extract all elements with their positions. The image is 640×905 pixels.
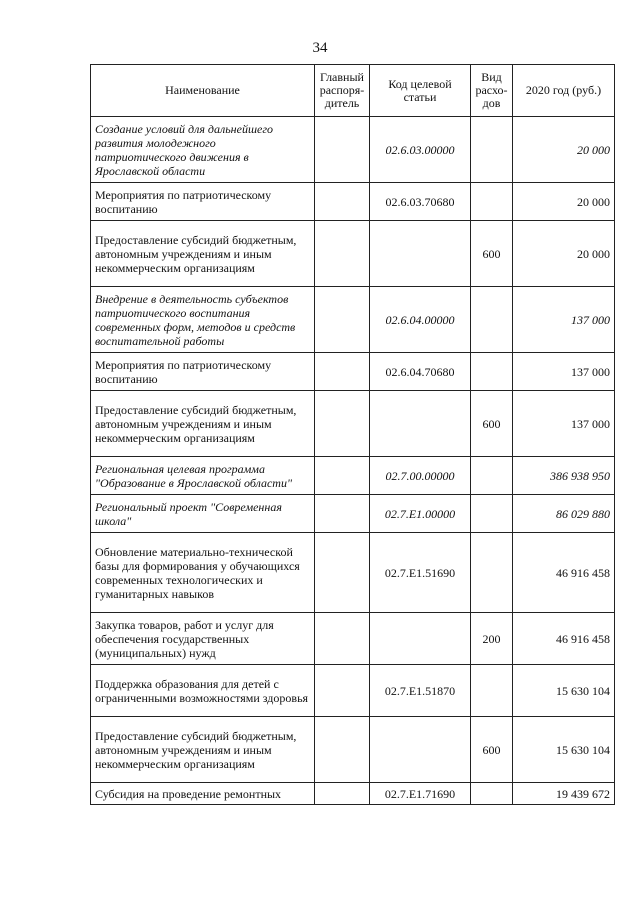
row-chief-manager-cell [315,353,370,391]
row-expense-type-cell: 600 [471,717,513,783]
row-amount-cell: 15 630 104 [513,717,615,783]
row-amount-cell: 137 000 [513,353,615,391]
row-name-cell: Предоставление субсидий бюджетным, автономным учреждениям и иным некоммерческим организациям [91,221,315,287]
row-expense-type-cell: 200 [471,613,513,665]
row-expense-type-cell: 600 [471,391,513,457]
row-chief-manager-cell [315,183,370,221]
row-amount-cell: 137 000 [513,287,615,353]
row-expense-type-cell [471,457,513,495]
row-name-cell: Закупка товаров, работ и услуг для обеспечения государственных (муниципальных) нужд [91,613,315,665]
table-header-row [91,65,615,117]
table-row [91,353,615,391]
row-target-code-cell: 02.7.E1.51690 [370,533,471,613]
page-number: 34 [312,40,328,56]
table-row [91,613,615,665]
row-name-cell: Региональный проект "Современная школа" [91,495,315,533]
row-name-cell: Создание условий для дальнейшего развития молодежного патриотического движения в Ярославской области [91,117,315,183]
header-expense-type: Вид расхо-дов [471,65,513,117]
row-chief-manager-cell [315,391,370,457]
row-chief-manager-cell [315,533,370,613]
budget-table [90,64,615,805]
table-row [91,287,615,353]
row-name-cell: Поддержка образования для детей с ограниченными возможностями здоровья [91,665,315,717]
table-row [91,717,615,783]
row-amount-cell: 86 029 880 [513,495,615,533]
row-name-cell: Внедрение в деятельность субъектов патриотического воспитания современных форм, методов и средств воспитательной работы [91,287,315,353]
row-expense-type-cell [471,353,513,391]
row-target-code-cell [370,613,471,665]
row-amount-cell: 46 916 458 [513,533,615,613]
row-expense-type-cell: 600 [471,221,513,287]
table-row [91,221,615,287]
row-target-code-cell: 02.7.E1.00000 [370,495,471,533]
table-body [91,117,615,805]
row-chief-manager-cell [315,457,370,495]
header-chief-manager: Главный распоря-дитель [315,65,370,117]
row-chief-manager-cell [315,783,370,805]
table-row [91,457,615,495]
table-row [91,117,615,183]
row-name-cell: Предоставление субсидий бюджетным, автономным учреждениям и иным некоммерческим организациям [91,391,315,457]
row-target-code-cell: 02.6.04.00000 [370,287,471,353]
row-amount-cell: 15 630 104 [513,665,615,717]
row-target-code-cell [370,221,471,287]
row-expense-type-cell [471,287,513,353]
row-target-code-cell: 02.7.00.00000 [370,457,471,495]
table-row [91,495,615,533]
row-target-code-cell [370,717,471,783]
row-amount-cell: 20 000 [513,117,615,183]
row-target-code-cell: 02.6.03.00000 [370,117,471,183]
row-chief-manager-cell [315,717,370,783]
row-amount-cell: 19 439 672 [513,783,615,805]
row-target-code-cell: 02.7.E1.51870 [370,665,471,717]
row-amount-cell: 20 000 [513,183,615,221]
table-row [91,783,615,805]
row-chief-manager-cell [315,117,370,183]
row-expense-type-cell [471,665,513,717]
row-chief-manager-cell [315,221,370,287]
header-target-code: Код целевой статьи [370,65,471,117]
header-amount-2020: 2020 год (руб.) [513,65,615,117]
row-amount-cell: 46 916 458 [513,613,615,665]
row-expense-type-cell [471,117,513,183]
row-amount-cell: 137 000 [513,391,615,457]
row-name-cell: Региональная целевая программа "Образование в Ярославской области" [91,457,315,495]
row-target-code-cell: 02.6.03.70680 [370,183,471,221]
row-name-cell: Предоставление субсидий бюджетным, автономным учреждениям и иным некоммерческим организациям [91,717,315,783]
row-amount-cell: 386 938 950 [513,457,615,495]
table-row [91,665,615,717]
row-target-code-cell: 02.6.04.70680 [370,353,471,391]
table-row [91,183,615,221]
row-expense-type-cell [471,533,513,613]
row-name-cell: Мероприятия по патриотическому воспитанию [91,353,315,391]
row-name-cell: Обновление материально-технической базы для формирования у обучающихся современных технологических и гуманитарных навыков [91,533,315,613]
row-chief-manager-cell [315,287,370,353]
row-chief-manager-cell [315,665,370,717]
row-name-cell: Субсидия на проведение ремонтных [91,783,315,805]
header-name: Наименование [91,65,315,117]
row-target-code-cell [370,391,471,457]
row-name-cell: Мероприятия по патриотическому воспитанию [91,183,315,221]
row-chief-manager-cell [315,495,370,533]
row-amount-cell: 20 000 [513,221,615,287]
row-target-code-cell: 02.7.E1.71690 [370,783,471,805]
row-expense-type-cell [471,183,513,221]
row-expense-type-cell [471,783,513,805]
row-chief-manager-cell [315,613,370,665]
row-expense-type-cell [471,495,513,533]
table-row [91,391,615,457]
table-row [91,533,615,613]
